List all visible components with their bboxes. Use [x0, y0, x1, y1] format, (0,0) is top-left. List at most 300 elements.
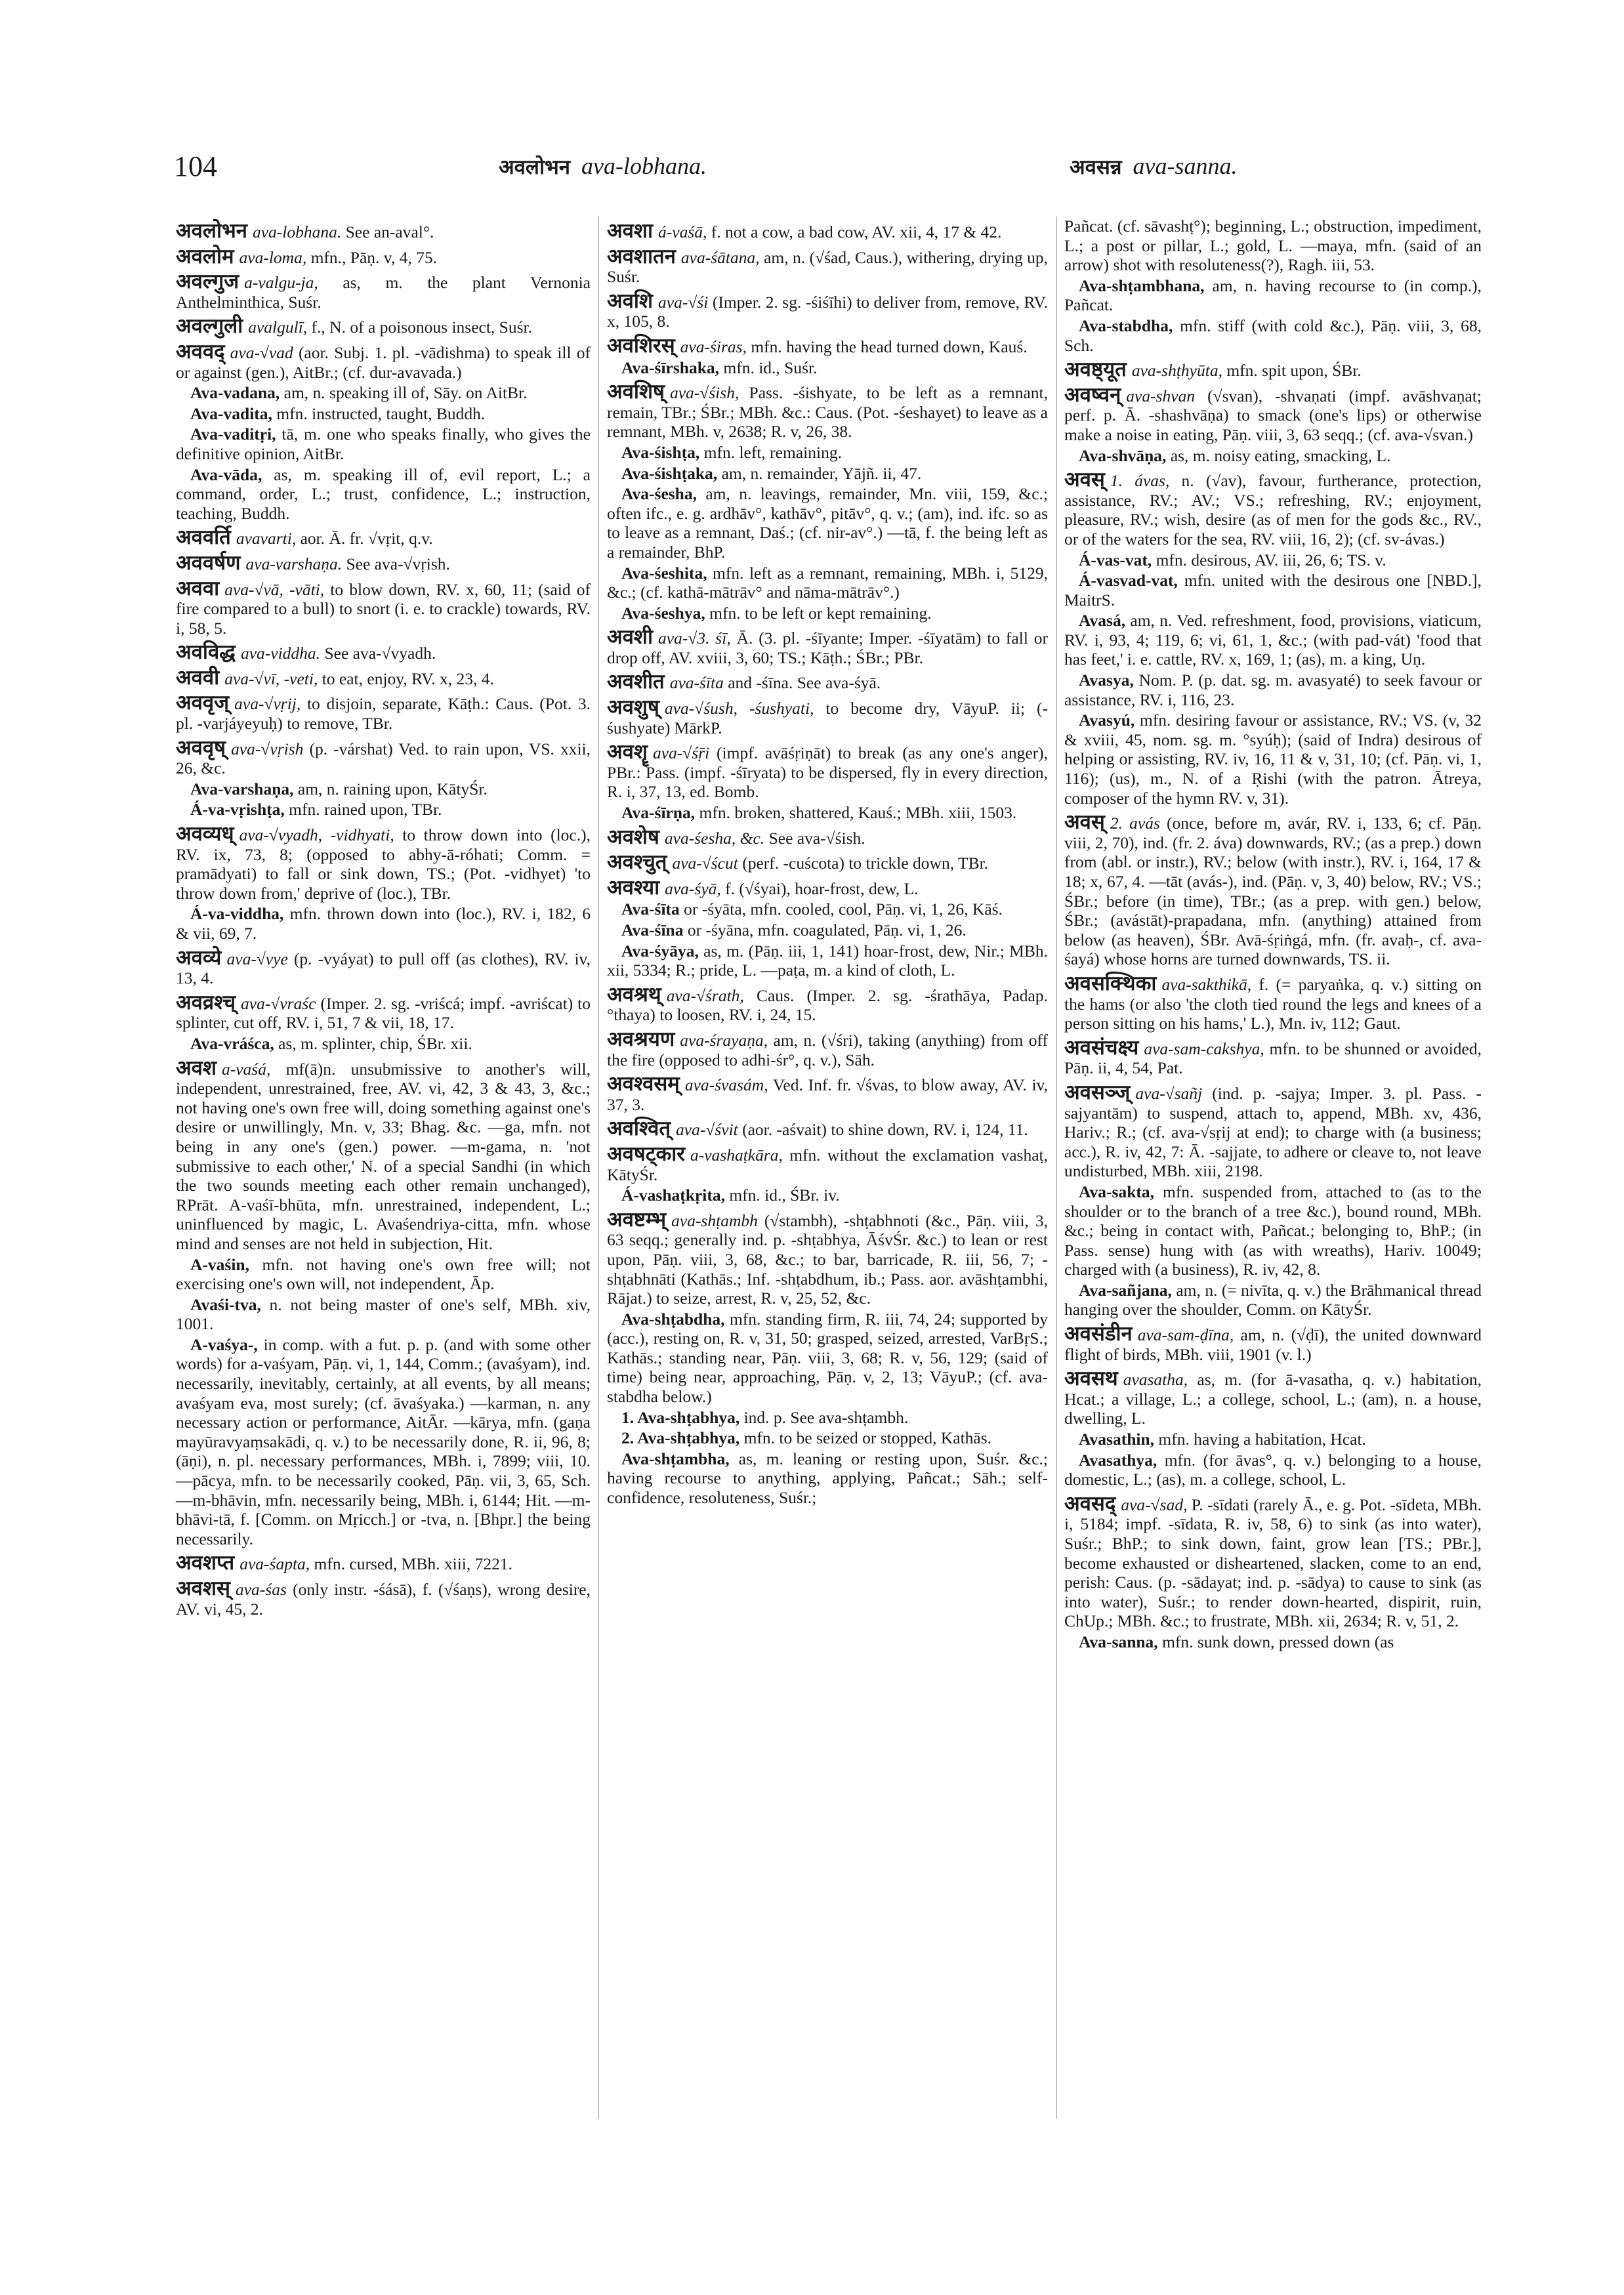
headword-devanagari: अवशिष् [607, 380, 665, 404]
dictionary-subentry [607, 484, 1048, 562]
definition: mfn. id., Suśr. [723, 358, 818, 377]
dictionary-subentry [607, 443, 1048, 463]
definition: Nom. P. (p. dat. sg. m. avasyaté) to seek favour or assistance, RV. i, 116, 23. [1064, 671, 1482, 709]
headword-devanagari: अवव्यध् [176, 822, 234, 846]
headword-devanagari: अवशा [607, 219, 654, 243]
definition: am, n. (√śri), taking (anything) from off the fire (opposed to adhi-śr°, q. v.), Sāh. [607, 1030, 1049, 1069]
headword-devanagari: अवसंडीन [1064, 1322, 1133, 1346]
dictionary-entry [176, 272, 591, 312]
definition: and -śīna. See ava-śyā. [728, 673, 881, 693]
headword: ava-√vī, -veti, [224, 669, 318, 688]
dictionary-subentry [176, 465, 591, 524]
headword-devanagari: अवव्रश्च् [176, 990, 236, 1014]
headword: á-vaśā, [658, 222, 707, 241]
headword: ava-shvan [1126, 386, 1196, 405]
headword: Á-vashaṭkṛita, [621, 1186, 725, 1205]
dictionary-entry [607, 333, 1048, 358]
definition: mfn. having a habitation, Hcat. [1158, 1430, 1366, 1449]
headword: Avasathya, [1079, 1450, 1157, 1470]
headword-devanagari: अवषट्कार [607, 1142, 685, 1166]
headword: Ava-śeshita, [621, 563, 707, 583]
dictionary-entry [607, 289, 1048, 331]
definition: am, n. (√ḍī), the united downward flight of birds, MBh. viii, 1901 (v. l.) [1064, 1325, 1482, 1364]
headword: Ava-stabdha, [1079, 316, 1173, 335]
headword: Ava-varshaṇa, [190, 779, 294, 798]
headword-devanagari: अवशी [607, 625, 654, 650]
definition: mfn. stiff (with cold &c.), Pāṇ. viii, 3, 68, Sch. [1064, 316, 1482, 355]
headword: Á-va-viddha, [190, 904, 284, 924]
headword: ava-śesha, &c. [664, 828, 765, 848]
dictionary-entry [607, 740, 1049, 802]
headword: 2. avás [1110, 814, 1160, 833]
headword: ava-√śvit [676, 1120, 738, 1140]
headword-devanagari: अववर्षण [176, 550, 241, 575]
definition: mfn. spit upon, ŚBr. [1226, 361, 1362, 381]
dictionary-entry [176, 550, 591, 575]
definition: am, n. leavings, remainder, Mn. viii, 159, &c.; often ifc., e. g. ardhāv°, kathāv°, pitāv°, q. v.; (am), ind. ifc. so as to leave as a remnant, Daś.; (cf. nir-av°.) —tā, f. the being left as a remainder, BhP. [607, 484, 1048, 562]
definition: as, m. speaking ill of, evil report, L.; a command, order, L.; trust, confidence, L.; instruction, teaching, Buddh. [176, 465, 591, 523]
dictionary-entry [1064, 1369, 1482, 1428]
definition: mfn. united with the desirous one [NBD.], MaitrS. [1064, 571, 1482, 610]
dictionary-subentry [1064, 1632, 1482, 1652]
dictionary-entry [1064, 971, 1482, 1033]
dictionary-entry [176, 1579, 591, 1619]
headword-devanagari: अवष्टम्भ् [607, 1207, 667, 1231]
dictionary-entry [1064, 470, 1482, 548]
definition: or -śyāna, mfn. coagulated, Pāṇ. vi, 1, 26. [687, 920, 967, 940]
headword: Avasya, [1079, 671, 1134, 690]
headword: Ava-vadana, [190, 383, 280, 403]
dictionary-subentry [607, 1186, 1048, 1205]
definition: to become dry, VāyuP. ii; (-śushyate) MārkP. [607, 699, 1049, 737]
running-head-left-devanagari: अवलोभन [499, 155, 570, 179]
dictionary-entry [176, 693, 591, 733]
dictionary-entry [176, 735, 591, 778]
headword: ava-sam-cakshya, [1144, 1039, 1264, 1058]
headword-devanagari: अवसथ [1064, 1367, 1118, 1391]
definition: See ava-√vyadh. [324, 644, 436, 663]
headword: ava-√vad [230, 342, 293, 362]
definition: P. -sīdati (rarely Ā., e. g. Pot. -sīdeta, MBh. i, 5184; impf. -sīdata, R. iv, 58, 6) to sink (as into water), Suśr.; BhP.; to sink down, faint, grow lean [TS.; PBr.], become exhausted or disheartened, slacken, come to an end, perish: Caus. (p. -sādayat; ind. p. -sādya) to cause to sink (as into water), Suśr.; to render down-hearted, dispirit, ruin, ChUp.; MBh. &c.; to frustrate, MBh. xii, 2634; R. v, 51, 2. [1064, 1495, 1482, 1631]
headword-devanagari: अवशॄ [607, 740, 648, 764]
headword: ava-lobhana. [252, 222, 342, 241]
headword: ava-sakthikā, [1161, 974, 1252, 994]
dictionary-subentry [1064, 1182, 1482, 1279]
definition: mfn. to be shunned or avoided, Pāṇ. ii, 4, 54, Pat. [1064, 1039, 1482, 1078]
definition: See ava-√vṛish. [346, 554, 450, 573]
dictionary-entry [176, 822, 591, 903]
definition: am, n. Ved. refreshment, food, provisions, viaticum, RV. i, 93, 4; 119, 6; vi, 61, 1, &c.; (with pad-vát) 'food that has feet,' i. e. cattle, RV. x, 169, 1; (as), m. a king, Uṇ. [1064, 611, 1482, 669]
headword: A-vaśya-, [190, 1334, 258, 1354]
headword: Á-vas-vat, [1079, 550, 1152, 569]
headword: Avaśi-tva, [190, 1294, 261, 1314]
definition: mfn. rained upon, TBr. [289, 800, 442, 819]
dictionary-subentry [1064, 276, 1482, 315]
headword-devanagari: अववद् [176, 339, 225, 363]
headword: ava-śapta, [239, 1554, 310, 1574]
definition: (Imper. 2. sg. -śiśīhi) to deliver from, remove, RV. x, 105, 8. [607, 292, 1048, 331]
headword: Ava-śishṭa, [621, 442, 700, 462]
definition: mf(ā)n. unsubmissive to another's will, independent, unrestrained, free, AV. vi, 42, 3 & 43, 3, &c.; not having one's own free will, doing something against one's desire or unwillingly, Mn. v, 33; Bhag. &c. —ga, mfn. not being in any one's (gen.) power. —m-gama, n. 'not submissive to each other,' N. of a special Sandhi (in which the two sounds meeting each other remain unchanged), RPrāt. A-vaśī-bhūta, mfn. unrestrained, independent, L.; uninfluenced by magic, L. Avaśendriya-citta, mfn. whose mind and senses are not held in subjection, Hit. [176, 1059, 591, 1253]
dictionary-entry [607, 219, 1048, 243]
headword-devanagari: अवशीत [607, 670, 665, 694]
headword: ava-viddha. [240, 644, 321, 663]
headword-devanagari: अवशप्त [176, 1551, 235, 1575]
definition: am, n. speaking ill of, Sāy. on AitBr. [283, 383, 528, 403]
definition: mfn. suspended from, attached to (as to the shoulder or to the branch of a tree &c.), bound round, MBh. &c.; being in contact with, Pañcat.; belonging to, BhP.; (in Pass. sense) hung with (as with wreaths), Hariv. 10049; charged with (a business), R. iv, 42, 8. [1064, 1182, 1482, 1279]
headword: Ava-shṭambhana, [1079, 276, 1205, 295]
headword-devanagari: अववर्ति [176, 526, 231, 550]
dictionary-entry [607, 1072, 1048, 1114]
dictionary-entry [607, 1119, 1048, 1140]
headword-devanagari: अवश्वित् [607, 1117, 671, 1141]
headword: ava-śrayaṇa, [680, 1030, 768, 1050]
headword-devanagari: अववी [176, 665, 220, 690]
headword: a-vaśá, [222, 1059, 271, 1079]
headword: 1. Ava-shṭabhya, [621, 1407, 740, 1427]
dictionary-entry [1064, 1491, 1482, 1631]
dictionary-entry [176, 945, 591, 988]
definition: Pañcat. (cf. sāvashṭ°); beginning, L.; obstruction, impediment, L.; a post or pillar, L.; gold, L. —maya, mfn. (said of an arrow) shot with resoluteness(?), Ragh. iii, 53. [1064, 217, 1482, 275]
headword: Avasá, [1079, 611, 1126, 631]
dictionary-entry [176, 528, 591, 548]
headword-devanagari: अवश्चुत् [607, 850, 667, 875]
definition: mfn. having the head turned down, Kauś. [751, 337, 1028, 356]
dictionary-entry [176, 314, 591, 339]
headword: Ava-śeshya, [621, 603, 705, 623]
headword: Á-vasvad-vat, [1079, 571, 1178, 590]
definition: to disjoin, separate, Kāṭh.: Caus. (Pot. 3. pl. -varjáyeyuḥ) to remove, TBr. [176, 694, 591, 734]
dictionary-entry [176, 244, 591, 268]
definition: in comp. with a fut. p. p. (and with some other words) for a-vaśyam, Pāṇ. vi, 1, 144, Comm.; (avaśyam), ind. necessarily, inevitably, certainly, at all events, by all means; avaśyam eva, most surely; (cf. āvaśyaka.) —karman, n. any necessary action or performance, AitĀr. —kārya, mfn. (gaṇa mayūravyaṃsakādi, q. v.) to be necessarily done, R. ii, 96, 8; (āṇi), n. pl. necessary performances, MBh. i, 7899; viii, 10. —pācya, mfn. to be necessarily cooked, Pāṇ. vii, 3, 65, Sch. —m-bhāvin, mfn. necessarily being, MBh. i, 6144; Hit. —m-bhāvi-tā, f. [Comm. on Mṛicch.] or -tva, n. [Bhpr.] the being necessarily. [176, 1334, 591, 1548]
dictionary-entry [176, 1056, 591, 1254]
dictionary-entry [176, 219, 591, 243]
dictionary-subentry [607, 899, 1048, 919]
definition: as, m. the plant Vernonia Anthelminthica, Suśr. [176, 273, 591, 312]
headword: a-vashaṭkāra, [690, 1145, 783, 1165]
definition: mfn., Pāṇ. v, 4, 75. [310, 247, 437, 267]
definition: (√svan), -shvaṇati (impf. avāshvaṇat; perf. p. Ā. -shashvāṇa) to smack (one's lips) or otherwise make a noise in eating, Pāṇ. viii, 3, 63 seqq.; (cf. ava-√svan.) [1064, 386, 1482, 444]
dictionary-entry [176, 640, 591, 665]
definition: Ā. (3. pl. -śīyante; Imper. -śīyatām) to fall or drop off, AV. xviii, 3, 60; TS.; Kāṭh.; ŚBr.; PBr. [607, 629, 1048, 667]
headword-devanagari: अवशि [607, 289, 654, 313]
definition: as, m. noisy eating, smacking, L. [1170, 445, 1391, 465]
headword-devanagari: अववृज् [176, 691, 230, 715]
dictionary-subentry [176, 1295, 591, 1334]
headword: ava-√śush, -śushyati, [664, 699, 814, 718]
headword: Ava-sanna, [1079, 1632, 1158, 1651]
headword: Ava-vaditṛi, [190, 424, 276, 444]
headword: Ava-śīrṇa, [621, 803, 696, 823]
dictionary-entry [1064, 1322, 1482, 1364]
headword: Ava-śīrshaka, [621, 358, 720, 377]
definition: mfn. cursed, MBh. xiii, 7221. [314, 1554, 512, 1574]
definition: mfn. to be left or kept remaining. [709, 603, 932, 623]
dictionary-entry [176, 576, 591, 638]
headword-devanagari: अवशातन [607, 244, 676, 268]
dictionary-entry [607, 982, 1048, 1025]
definition: Pass. -śishyate, to be left as a remnant, remain, TBr.; ŚBr.; MBh. &c.: Caus. (Pot. -śeshayet) to leave as a remnant, MBh. v, 2638; R. v, 26, 38. [607, 383, 1049, 442]
headword-devanagari: अवश्वसम् [607, 1072, 680, 1096]
dictionary-entry [176, 990, 591, 1033]
definition: mfn. instructed, taught, Buddh. [276, 403, 486, 423]
definition: or -śyāta, mfn. cooled, cool, Pāṇ. vi, 1, 26, Kāś. [684, 899, 1003, 919]
dictionary-entry [607, 1207, 1049, 1308]
dictionary-subentry [607, 803, 1048, 823]
dictionary-subentry [176, 404, 591, 424]
dictionary-entry [176, 1551, 591, 1575]
headword: ava-śas [235, 1580, 287, 1599]
dictionary-entry [607, 382, 1048, 442]
dictionary-entry [176, 665, 591, 690]
headword: Ava-śishṭaka, [621, 463, 718, 483]
headword: Á-va-vṛishṭa, [190, 800, 285, 819]
dictionary-subentry [176, 424, 591, 463]
definition: mfn. desiring favour or assistance, RV.; VS. (v, 32 & xviii, 45, nom. sg. m. °syúḥ); (said of Indra) desirous of helping or assisting, RV. iv, 16, 11 & v, 31, 10; (cf. Pāṇ. vi, 1, 116); (us), m., N. of a Ṛishi (with the patron. Ātreya, composer of the hymn RV. v, 31). [1064, 711, 1482, 808]
definition: (perf. -cuścota) to trickle down, TBr. [742, 854, 989, 873]
headword-devanagari: अवस् [1064, 810, 1105, 835]
definition: (aor. -aśvait) to shine down, RV. i, 124, 11. [742, 1120, 1028, 1140]
definition: mfn. id., ŚBr. iv. [729, 1186, 840, 1205]
headword: ava-√3. śī, [658, 629, 731, 648]
dictionary-subentry [1064, 1451, 1482, 1489]
headword: a-valgu-ja, [244, 273, 318, 293]
definition: Ved. Inf. fr. √śvas, to blow away, AV. iv, 37, 3. [607, 1075, 1048, 1114]
definition: n. not being master of one's self, MBh. xiv, 1001. [176, 1294, 591, 1334]
definition: mfn. without the exclamation vashaṭ, KātyŚr. [607, 1145, 1049, 1184]
definition: See an-aval°. [345, 222, 434, 241]
definition: f. (= paryaṅka, q. v.) sitting on the hams (or also 'the cloth tied round the legs and knees of a person sitting on his hams,' L.), Mn. iv, 112; Gaut. [1064, 974, 1482, 1033]
headword: ava-√śish, [669, 383, 739, 403]
headword: Ava-śīta [621, 899, 680, 919]
headword-devanagari: अवष्वन् [1064, 382, 1121, 407]
definition: (impf. avāśṛiṇāt) to break (as any one's anger), PBr.: Pass. (impf. -śīryata) to be dispersed, fly in every direction, R. i, 37, 13, ed. Bomb. [607, 743, 1049, 802]
dictionary-entry [1064, 810, 1482, 969]
running-head-right [1070, 152, 1238, 180]
headword: ava-śīta [669, 673, 724, 693]
dictionary-entry [607, 1142, 1049, 1184]
headword-devanagari: अवल्गुली [176, 314, 243, 339]
headword: ava-śyā, [665, 879, 721, 898]
definition: to throw down into (loc.), RV. ix, 73, 8; (opposed to abhy-ā-róhati; Comm. = pramādyati) to fall or sink down, TS.; (Pot. -vidhyet) 'to throw down from,' deprive of (loc.), TBr. [176, 825, 591, 903]
headword: ava-√vraśc [241, 993, 316, 1013]
dictionary-subentry [1064, 316, 1482, 355]
dictionary-entry [607, 244, 1049, 287]
headword: ava-śvasám, [684, 1075, 768, 1095]
running-head-right-translit: ava-sanna. [1133, 153, 1238, 179]
headword-devanagari: अवश [176, 1056, 217, 1080]
headword: ava-√vye [226, 949, 288, 968]
headword: 2. Ava-shṭabhya, [621, 1428, 740, 1448]
definition: mfn. to be seized or stopped, Kathās. [743, 1428, 992, 1448]
dictionary-subentry [1064, 671, 1482, 709]
running-head-left-translit: ava-lobhana. [581, 153, 707, 179]
definition: f., N. of a poisonous insect, Suśr. [311, 318, 532, 337]
dictionary-column-2 [607, 217, 1048, 1509]
headword-devanagari: अवश्रथ् [607, 982, 661, 1006]
definition: mfn. thrown down into (loc.), RV. i, 182, 6 & vii, 69, 7. [176, 904, 591, 943]
definition: as, m. splinter, chip, ŚBr. xii. [278, 1033, 472, 1053]
dictionary-subentry [607, 941, 1048, 980]
dictionary-entry-continuation [1064, 217, 1482, 275]
definition: as, m. (for ā-vasatha, q. v.) habitation, Hcat.; a village, L.; a college, school, L.; (am), n. a house, dwelling, L. [1064, 1370, 1482, 1428]
headword-devanagari: अवशिरस् [607, 333, 675, 358]
headword: Ava-śesha, [621, 484, 697, 504]
dictionary-subentry [607, 564, 1048, 602]
headword: A-vaśin, [190, 1254, 249, 1274]
headword: ava-√ścut [672, 854, 738, 873]
headword: Ava-shṭabdha, [621, 1309, 725, 1329]
dictionary-subentry [176, 383, 591, 403]
definition: mfn. left, remaining. [703, 442, 842, 462]
definition: mfn. left as a remnant, remaining, MBh. i, 5129, &c.; (cf. kathā-mātrāv° and nāma-mātrāv°.) [607, 563, 1049, 602]
headword-devanagari: अववृष् [176, 735, 226, 760]
definition: mfn. (for āvas°, q. v.) belonging to a house, domestic, L.; (as), m. a college, school, L. [1064, 1450, 1482, 1489]
headword: Ava-shvāṇa, [1079, 445, 1167, 465]
headword-devanagari: अवसंचक्ष्य [1064, 1035, 1139, 1060]
headword: avavarti, [236, 529, 297, 548]
headword-devanagari: अवष्ठ्यूत [1064, 358, 1127, 382]
definition: Caus. (Imper. 2. sg. -śrathāya, Padap. °thaya) to loosen, RV. i, 24, 15. [607, 985, 1048, 1025]
dictionary-subentry [176, 800, 591, 819]
headword: ava-√vṛish [231, 739, 304, 758]
dictionary-subentry [1064, 1281, 1482, 1319]
headword: ava-shṭhyūta, [1131, 361, 1222, 381]
running-head-right-devanagari: अवसन्न [1070, 155, 1122, 179]
running-head-left [499, 152, 707, 180]
dictionary-entry [607, 672, 1048, 693]
definition: to blow down, RV. x, 60, 11; (said of fire compared to a bull) to snort (i. e. to crackle) towards, RV. i, 58, 5. [176, 579, 591, 638]
headword: 1. ávas, [1110, 471, 1170, 491]
headword: Ava-shṭambha, [621, 1449, 730, 1468]
definition: mfn. standing firm, R. iii, 74, 24; supported by (acc.), resting on, R. v, 31, 50; grasped, seized, arrested, VarBṛS.; Kathās.; standing near, Pāṇ. viii, 3, 68; R. v, 56, 129; (said of time) being near, approaching, Pāṇ. v, 2, 13; VāyuP.; (cf. ava-stabdha below.) [607, 1309, 1048, 1407]
dictionary-subentry [1064, 446, 1482, 466]
dictionary-entry [1064, 1035, 1482, 1078]
definition: (p. -várshat) Ved. to rain upon, VS. xxii, 26, &c. [176, 739, 591, 778]
headword: Avasyú, [1079, 711, 1135, 730]
definition: (ind. p. -sajya; Imper. 3. pl. Pass. -sajyantām) to suspend, attach to, append, MBh. xv, 436, Hariv.; R.; (cf. ava-√sṛij at end); to charge with (a business; acc.), R. iv, 42, 7: Ā. -sajjate, to adhere or cleave to, not leave undisturbed, MBh. xiii, 2198. [1064, 1083, 1482, 1181]
headword: ava-śiras, [680, 337, 747, 356]
definition: to eat, enjoy, RV. x, 23, 4. [322, 669, 494, 688]
headword: ava-loma, [239, 247, 307, 267]
definition: am, n. (√śad, Caus.), withering, drying up, Suśr. [607, 247, 1049, 287]
headword: ava-varshaṇa. [245, 554, 343, 573]
definition: am, n. having recourse to (in comp.), Pañcat. [1064, 276, 1482, 315]
dictionary-entry [607, 1027, 1049, 1069]
dictionary-subentry [1064, 1430, 1482, 1449]
definition: (aor. Subj. 1. pl. -vādishma) to speak ill of or against (gen.), AitBr.; (cf. dur-avavada.) [176, 342, 591, 382]
headword: Ava-sañjana, [1079, 1280, 1172, 1300]
dictionary-subentry [607, 358, 1048, 378]
dictionary-entry [1064, 1080, 1482, 1181]
dictionary-subentry [176, 1335, 591, 1549]
definition: f. not a cow, a bad cow, AV. xii, 4, 17 & 42. [711, 222, 1002, 241]
headword: Ava-śyāya, [621, 941, 699, 961]
headword: ava-śātana, [680, 247, 760, 267]
definition: mfn. sunk down, pressed down (as [1162, 1632, 1394, 1651]
headword: ava-√vā, -vāti, [224, 579, 325, 599]
definition: n. (√av), favour, furtherance, protection, assistance, RV.; AV.; VS.; refreshing, RV.; enjoyment, pleasure, RV.; wish, desire (as of men for the gods &c., RV., or of the waters for the sea, RV. viii, 16, 2); (cf. sv-ávas.) [1064, 471, 1482, 548]
headword: Ava-vadita, [190, 403, 272, 423]
dictionary-subentry [607, 1310, 1048, 1407]
definition: See ava-√śish. [768, 828, 865, 848]
headword: ava-√śi [658, 292, 709, 312]
dictionary-subentry [607, 1428, 1048, 1448]
headword: ava-√sañj [1135, 1083, 1203, 1103]
definition: mfn. desirous, AV. iii, 26, 6; TS. v. [1156, 550, 1386, 569]
definition: am, n. raining upon, KātyŚr. [297, 779, 488, 798]
definition: as, m. leaning or resting upon, Suśr. &c.; having recourse to anything, applying, Pañcat.; Sāh.; self-confidence, resoluteness, Suśr.; [607, 1449, 1048, 1508]
headword-devanagari: अवल्गुज [176, 270, 239, 294]
headword-devanagari: अववा [176, 576, 220, 600]
dictionary-column-3 [1064, 217, 1482, 1653]
headword-devanagari: अवव्ये [176, 945, 222, 970]
dictionary-subentry [607, 464, 1048, 484]
headword-devanagari: अवस् [1064, 468, 1105, 492]
page-number: 104 [174, 150, 217, 182]
dictionary-subentry [176, 779, 591, 799]
dictionary-subentry [176, 1034, 591, 1054]
dictionary-subentry [176, 904, 591, 943]
definition: (only instr. -śásā), f. (√śaṇs), wrong desire, AV. vi, 45, 2. [176, 1580, 591, 1619]
headword-devanagari: अवसद् [1064, 1491, 1116, 1516]
headword-devanagari: अवसञ्ज् [1064, 1080, 1131, 1104]
definition: (√stambh), -shṭabhnoti (&c., Pāṇ. viii, 3, 63 seqq.; generally ind. p. -shṭabhya, ĀśvŚr. &c.) to lean or rest upon, Pāṇ. viii, 3, 68, &c.; to bar, barricade, R. iii, 56, 7; -shṭabhnāti (Kathās.; Inf. -shṭabdhum, ib.; Pass. aor. avāshṭambhi, Rājat.) to seize, arrest, R. v, 25, 52, &c. [607, 1210, 1049, 1308]
definition: tā, m. one who speaks finally, who gives the definitive opinion, AitBr. [176, 424, 591, 463]
definition: am, n. (= nivīta, q. v.) the Brāhmanical thread hanging over the shoulder, Comm. on KātyŚr. [1064, 1280, 1482, 1319]
dictionary-subentry [1064, 711, 1482, 808]
headword-devanagari: अवश्रयण [607, 1027, 675, 1051]
headword: Ava-śīna [621, 920, 684, 940]
dictionary-entry [607, 695, 1049, 737]
definition: aor. Ā. fr. √vṛit, q.v. [300, 529, 433, 548]
headword: Avasathin, [1079, 1430, 1155, 1449]
column-divider [1056, 217, 1057, 2119]
definition: f. (√śyai), hoar-frost, dew, L. [725, 879, 919, 898]
headword-devanagari: अवसक्थिका [1064, 971, 1157, 995]
definition: as, m. (Pāṇ. iii, 1, 141) hoar-frost, dew, Nir.; MBh. xii, 5334; R.; pride, L. —paṭa, m. a kind of cloth, L. [607, 941, 1048, 980]
headword: avalgulī, [248, 318, 308, 337]
dictionary-subentry [176, 1255, 591, 1294]
dictionary-entry [176, 339, 591, 382]
headword: ava-√śrath, [666, 985, 744, 1005]
headword-devanagari: अवश्या [607, 875, 660, 899]
dictionary-entry [1064, 382, 1482, 445]
headword: ava-shṭambh [671, 1210, 758, 1230]
dictionary-entry [607, 825, 1048, 849]
dictionary-subentry [1064, 611, 1482, 669]
headword: ava-√vyadh, -vidhyati, [239, 825, 394, 845]
headword: Ava-vāda, [190, 465, 262, 484]
dictionary-subentry [607, 1449, 1048, 1508]
definition: (p. -vyáyat) to pull off (as clothes), RV. iv, 13, 4. [176, 949, 591, 988]
headword-devanagari: अवशुष् [607, 695, 659, 720]
headword: ava-√sad, [1121, 1495, 1188, 1514]
dictionary-entry [607, 625, 1048, 667]
dictionary-subentry [1064, 550, 1482, 570]
headword: Ava-sakta, [1079, 1182, 1154, 1201]
headword: avasatha, [1123, 1370, 1188, 1390]
headword: ava-sam-ḍīna, [1137, 1325, 1234, 1345]
definition: mfn. not having one's own free will; not exercising one's own will, not independent, Āp. [176, 1254, 591, 1294]
dictionary-subentry [607, 604, 1048, 623]
headword-devanagari: अवविद्ध [176, 640, 236, 665]
headword: Ava-vráśca, [190, 1033, 274, 1053]
dictionary-entry [607, 850, 1048, 875]
column-divider [598, 217, 599, 2119]
dictionary-subentry [1064, 571, 1482, 610]
headword-devanagari: अवशस् [176, 1577, 230, 1600]
